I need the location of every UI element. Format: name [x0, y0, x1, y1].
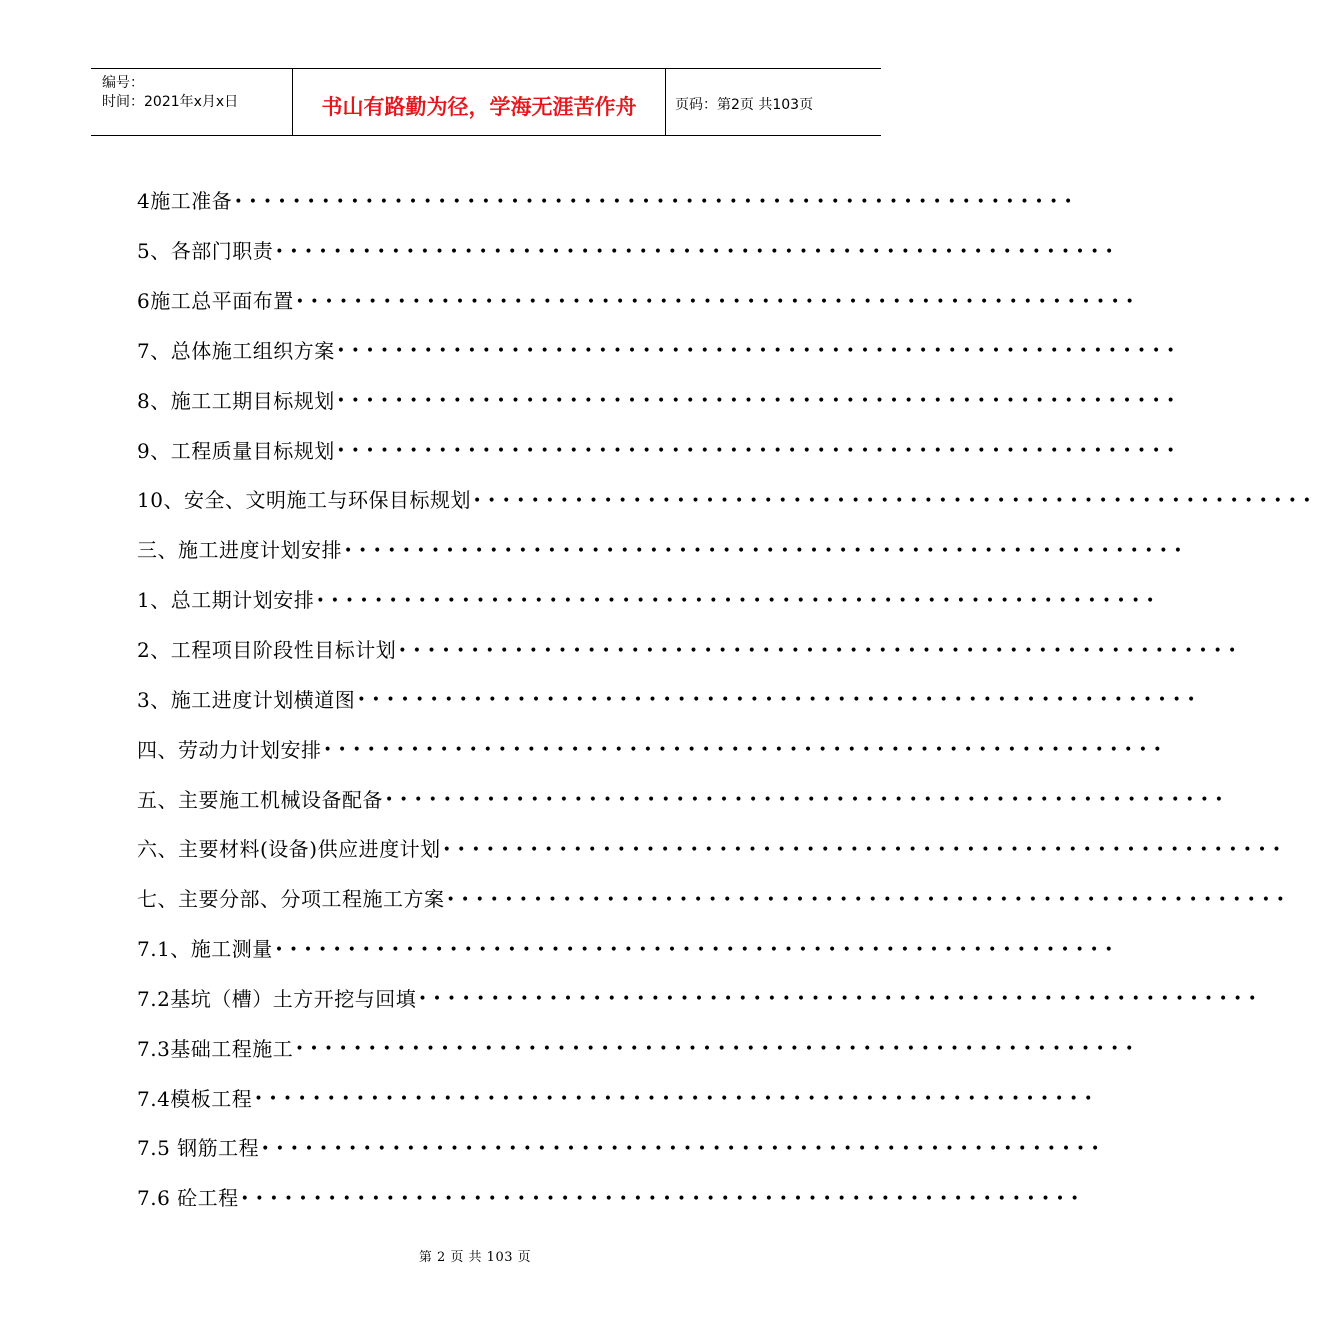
- toc-leader-dots: ••••••••••••••••••••••••••••••••••••••••••••••••••••••••••: [442, 841, 1287, 858]
- toc-entry-title: 7.4模板工程: [137, 1083, 254, 1112]
- toc-entry[interactable]: [137, 574, 1161, 624]
- toc-entry[interactable]: [137, 175, 1079, 225]
- toc-entry-title: 7.1、施工测量: [137, 933, 275, 962]
- toc-leader-dots: ••••••••••••••••••••••••••••••••••••••••••••••••••••••••••: [261, 1140, 1106, 1157]
- toc-leader-dots: ••••••••••••••••••••••••••••••••••••••••••••••••••••••••••: [295, 1041, 1140, 1058]
- toc-leader-dots: ••••••••••••••••••••••••••••••••••••••••••••••••••••••••••: [336, 443, 1182, 460]
- toc-entry[interactable]: [137, 873, 1291, 923]
- serial-label: 编号：: [102, 75, 144, 91]
- toc-entry-title: 6施工总平面布置: [137, 285, 296, 314]
- toc-entry-title: 7.6 砼工程: [137, 1182, 241, 1211]
- toc-leader-dots: ••••••••••••••••••••••••••••••••••••••••••••••••••••••••••: [336, 393, 1182, 410]
- toc-entry-title: 7.5 钢筋工程: [137, 1132, 261, 1161]
- document-header: [91, 68, 881, 136]
- toc-leader-dots: ••••••••••••••••••••••••••••••••••••••••••••••••••••••••••: [316, 592, 1161, 609]
- toc-leader-dots: ••••••••••••••••••••••••••••••••••••••••••••••••••••••••••: [446, 891, 1291, 908]
- toc-entry[interactable]: [137, 624, 1243, 674]
- table-of-contents: [137, 175, 1317, 1222]
- toc-leader-dots: ••••••••••••••••••••••••••••••••••••••••••••••••••••••••••: [254, 1091, 1099, 1108]
- toc-entry[interactable]: [137, 1022, 1140, 1072]
- toc-entry-title: 8、施工工期目标规划: [137, 385, 337, 414]
- toc-entry-title: 9、工程质量目标规划: [137, 435, 337, 464]
- toc-entry[interactable]: [137, 474, 1317, 524]
- toc-entry[interactable]: [137, 1072, 1099, 1122]
- toc-entry[interactable]: [137, 325, 1182, 375]
- toc-entry-title: 4施工准备: [137, 185, 234, 214]
- toc-entry-title: 5、各部门职责: [137, 235, 275, 264]
- toc-entry-title: 六、主要材料(设备)供应进度计划: [137, 833, 443, 862]
- toc-entry-title: 7.2基坑（槽）土方开挖与回填: [137, 983, 418, 1012]
- toc-entry[interactable]: [137, 923, 1120, 973]
- toc-entry-title: 3、施工进度计划横道图: [137, 684, 357, 713]
- toc-leader-dots: ••••••••••••••••••••••••••••••••••••••••••••••••••••••••••: [472, 492, 1317, 509]
- toc-entry[interactable]: [137, 374, 1182, 424]
- header-motto-cell: [293, 69, 666, 135]
- toc-entry-title: 四、劳动力计划安排: [137, 734, 324, 763]
- toc-entry[interactable]: [137, 225, 1120, 275]
- header-meta-cell: [91, 69, 293, 135]
- toc-entry[interactable]: [137, 1122, 1106, 1172]
- toc-entry-title: 1、总工期计划安排: [137, 584, 316, 613]
- toc-leader-dots: ••••••••••••••••••••••••••••••••••••••••••••••••••••••••••: [240, 1190, 1086, 1207]
- toc-entry-title: 10、安全、文明施工与环保目标规划: [137, 484, 473, 513]
- toc-entry[interactable]: [137, 424, 1182, 474]
- toc-leader-dots: ••••••••••••••••••••••••••••••••••••••••••••••••••••••••••: [336, 343, 1182, 360]
- toc-entry-title: 七、主要分部、分项工程施工方案: [137, 883, 447, 912]
- toc-entry[interactable]: [137, 973, 1263, 1023]
- header-page-cell: [666, 69, 881, 135]
- toc-leader-dots: ••••••••••••••••••••••••••••••••••••••••••••••••••••••••••: [418, 991, 1263, 1008]
- header-page-label: 页码：第2页 共103页: [675, 97, 814, 113]
- toc-leader-dots: ••••••••••••••••••••••••••••••••••••••••••••••••••••••••••: [323, 742, 1168, 759]
- toc-entry-title: 三、施工进度计划安排: [137, 534, 344, 563]
- toc-leader-dots: ••••••••••••••••••••••••••••••••••••••••••••••••••••••••••: [274, 941, 1120, 958]
- time-label: 时间：2021年x月x日: [102, 94, 239, 110]
- toc-entry-title: 7、总体施工组织方案: [137, 335, 337, 364]
- toc-entry-title: 五、主要施工机械设备配备: [137, 784, 385, 813]
- toc-leader-dots: ••••••••••••••••••••••••••••••••••••••••••••••••••••••••••: [275, 243, 1120, 260]
- header-motto: 书山有路勤为径，学海无涯苦作舟: [321, 95, 637, 119]
- toc-entry[interactable]: [137, 773, 1230, 823]
- toc-entry[interactable]: [137, 823, 1287, 873]
- toc-leader-dots: ••••••••••••••••••••••••••••••••••••••••••••••••••••••••••: [295, 293, 1141, 310]
- toc-entry[interactable]: [137, 524, 1189, 574]
- toc-entry[interactable]: [137, 723, 1168, 773]
- toc-entry[interactable]: [137, 275, 1141, 325]
- toc-leader-dots: ••••••••••••••••••••••••••••••••••••••••••••••••••••••••••: [357, 692, 1202, 709]
- page-footer: 第 2 页 共 103 页: [418, 1250, 532, 1265]
- toc-entry[interactable]: [137, 1172, 1086, 1222]
- toc-leader-dots: ••••••••••••••••••••••••••••••••••••••••••••••••••••••••••: [344, 542, 1189, 559]
- toc-entry-title: 2、工程项目阶段性目标计划: [137, 634, 398, 663]
- toc-leader-dots: ••••••••••••••••••••••••••••••••••••••••••••••••••••••••••: [385, 792, 1230, 809]
- toc-leader-dots: ••••••••••••••••••••••••••••••••••••••••••••••••••••••••••: [398, 642, 1243, 659]
- toc-entry-title: 7.3基础工程施工: [137, 1033, 295, 1062]
- toc-entry[interactable]: [137, 673, 1202, 723]
- toc-leader-dots: ••••••••••••••••••••••••••••••••••••••••••••••••••••••••••: [234, 193, 1079, 210]
